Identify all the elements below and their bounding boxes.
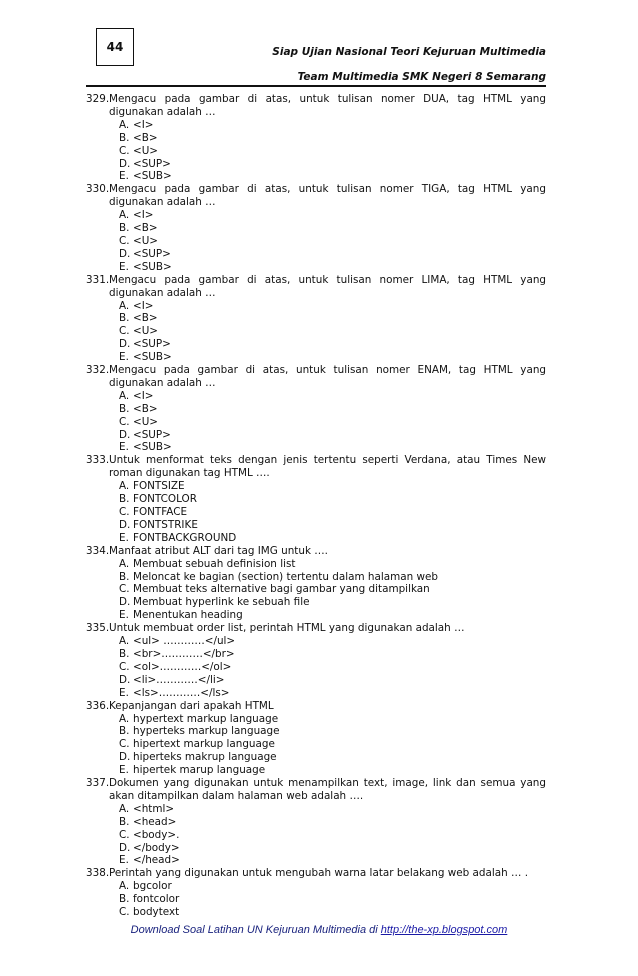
page-header bbox=[272, 40, 546, 90]
answer-option bbox=[119, 119, 546, 132]
option-text: </body> bbox=[133, 841, 180, 854]
answer-option bbox=[119, 674, 546, 687]
option-label: E. bbox=[119, 854, 129, 867]
answer-option bbox=[119, 480, 546, 493]
question-text: Mengacu pada gambar di atas, untuk tulisan nomer TIGA, tag HTML yang digunakan adalah … bbox=[109, 183, 546, 209]
option-text: <body>. bbox=[133, 828, 180, 841]
option-label: B. bbox=[119, 815, 130, 828]
option-text: FONTSIZE bbox=[133, 480, 185, 493]
option-label: C. bbox=[119, 738, 130, 751]
question-item bbox=[86, 867, 546, 919]
option-text: <li>…………</li> bbox=[133, 673, 225, 686]
question-text: Untuk menformat teks dengan jenis tertentu seperti Verdana, atau Times New roman digunakan tag HTML …. bbox=[109, 454, 546, 480]
question-number: 337. bbox=[86, 777, 110, 790]
answer-option bbox=[119, 803, 546, 816]
option-label: B. bbox=[119, 402, 130, 415]
question-number: 333. bbox=[86, 454, 110, 467]
answer-option bbox=[119, 854, 546, 867]
option-label: B. bbox=[119, 131, 130, 144]
option-label: E. bbox=[119, 260, 129, 273]
page-footer bbox=[0, 924, 638, 936]
question-row bbox=[86, 867, 546, 880]
question-number: 330. bbox=[86, 183, 110, 196]
answer-option bbox=[119, 893, 546, 906]
answer-option bbox=[119, 842, 546, 855]
answer-option bbox=[119, 816, 546, 829]
option-list bbox=[86, 635, 546, 700]
question-item bbox=[86, 364, 546, 454]
question-item bbox=[86, 183, 546, 273]
question-row bbox=[86, 183, 546, 209]
option-text: <I> bbox=[133, 389, 154, 402]
answer-option bbox=[119, 338, 546, 351]
answer-option bbox=[119, 583, 546, 596]
option-label: C. bbox=[119, 325, 130, 338]
question-row bbox=[86, 777, 546, 803]
question-text: Mengacu pada gambar di atas, untuk tulisan nomer ENAM, tag HTML yang digunakan adalah … bbox=[109, 364, 546, 389]
question-number: 338. bbox=[86, 867, 110, 880]
option-text: <U> bbox=[133, 144, 159, 157]
answer-option bbox=[119, 648, 546, 661]
answer-option bbox=[119, 751, 546, 764]
option-text: FONTSTRIKE bbox=[133, 518, 198, 531]
question-row bbox=[86, 93, 546, 119]
option-label: E. bbox=[119, 686, 129, 699]
option-label: D. bbox=[119, 157, 131, 170]
option-text: Menentukan heading bbox=[133, 609, 243, 622]
question-number: 334. bbox=[86, 544, 110, 557]
option-list bbox=[86, 300, 546, 365]
option-label: B. bbox=[119, 570, 130, 583]
option-text: <SUP> bbox=[133, 247, 171, 260]
question-row bbox=[86, 274, 546, 300]
answer-option bbox=[119, 687, 546, 700]
option-label: C. bbox=[119, 828, 130, 841]
answer-option bbox=[119, 532, 546, 545]
option-text: <br>…………</br> bbox=[133, 647, 235, 660]
answer-option bbox=[119, 300, 546, 313]
question-row bbox=[86, 545, 546, 558]
option-label: E. bbox=[119, 351, 129, 364]
option-label: E. bbox=[119, 170, 129, 183]
answer-option bbox=[119, 829, 546, 842]
question-row bbox=[86, 622, 546, 635]
option-label: B. bbox=[119, 312, 130, 325]
option-label: B. bbox=[119, 893, 130, 906]
answer-option bbox=[119, 764, 546, 777]
option-text: hipertext markup language bbox=[133, 738, 275, 751]
question-text: Dokumen yang digunakan untuk menampilkan text, image, link dan semua yang akan ditampilkan dalam halaman web adalah …. bbox=[109, 777, 546, 802]
answer-option bbox=[119, 390, 546, 403]
answer-option bbox=[119, 738, 546, 751]
question-row bbox=[86, 700, 546, 713]
option-label: C. bbox=[119, 234, 130, 247]
option-text: hiperteks makrup language bbox=[133, 751, 277, 764]
option-text: bodytext bbox=[133, 906, 180, 919]
answer-option bbox=[119, 519, 546, 532]
answer-option bbox=[119, 880, 546, 893]
question-item bbox=[86, 622, 546, 699]
question-item bbox=[86, 545, 546, 622]
option-label: E. bbox=[119, 531, 129, 544]
question-list bbox=[86, 93, 546, 919]
option-label: B. bbox=[119, 493, 130, 506]
answer-option bbox=[119, 416, 546, 429]
option-text: Membuat hyperlink ke sebuah file bbox=[133, 596, 310, 609]
option-text: <ul> …………</ul> bbox=[133, 635, 236, 648]
option-label: E. bbox=[119, 609, 129, 622]
option-list bbox=[86, 209, 546, 274]
option-text: hipertek marup language bbox=[133, 764, 266, 777]
option-text: FONTCOLOR bbox=[133, 493, 197, 506]
option-text: <B> bbox=[133, 222, 158, 235]
question-item bbox=[86, 454, 546, 544]
option-text: <SUP> bbox=[133, 157, 171, 170]
option-label: D. bbox=[119, 673, 131, 686]
question-text: Untuk membuat order list, perintah HTML yang digunakan adalah … bbox=[109, 622, 465, 635]
answer-option bbox=[119, 725, 546, 738]
option-label: C. bbox=[119, 506, 130, 518]
option-list bbox=[86, 119, 546, 184]
answer-option bbox=[119, 145, 546, 158]
option-text: <SUP> bbox=[133, 338, 171, 351]
question-item bbox=[86, 700, 546, 777]
option-text: <B> bbox=[133, 402, 158, 415]
option-label: A. bbox=[119, 557, 130, 570]
question-item bbox=[86, 777, 546, 867]
question-number: 329. bbox=[86, 93, 110, 105]
option-label: D. bbox=[119, 841, 131, 854]
option-text: <I> bbox=[133, 209, 154, 222]
option-label: D. bbox=[119, 751, 131, 764]
answer-option bbox=[119, 403, 546, 416]
option-label: A. bbox=[119, 635, 130, 648]
option-label: A. bbox=[119, 209, 130, 222]
option-list bbox=[86, 803, 546, 868]
answer-option bbox=[119, 571, 546, 584]
question-row bbox=[86, 454, 546, 480]
option-text: <I> bbox=[133, 118, 154, 131]
answer-option bbox=[119, 325, 546, 338]
option-label: D. bbox=[119, 338, 131, 351]
answer-option bbox=[119, 351, 546, 364]
option-text: Meloncat ke bagian (section) tertentu dalam halaman web bbox=[133, 570, 438, 583]
option-label: E. bbox=[119, 441, 129, 454]
option-text: <SUB> bbox=[133, 441, 172, 454]
option-text: Membuat teks alternative bagi gambar yang ditampilkan bbox=[133, 583, 430, 596]
option-label: C. bbox=[119, 415, 130, 428]
option-label: A. bbox=[119, 299, 130, 312]
option-text: hypertext markup language bbox=[133, 712, 279, 725]
footer-link[interactable]: http://the-xp.blogspot.com bbox=[380, 924, 508, 936]
answer-option bbox=[119, 209, 546, 222]
header-title: Siap Ujian Nasional Teori Kejuruan Multimedia bbox=[272, 46, 546, 58]
answer-option bbox=[119, 132, 546, 145]
footer-text: Download Soal Latihan UN Kejuruan Multimedia di bbox=[130, 924, 381, 936]
option-text: <SUP> bbox=[133, 428, 171, 441]
answer-option bbox=[119, 261, 546, 274]
option-text: <head> bbox=[133, 815, 177, 828]
answer-option bbox=[119, 235, 546, 248]
option-label: D. bbox=[119, 518, 131, 531]
answer-option bbox=[119, 158, 546, 171]
answer-option bbox=[119, 312, 546, 325]
option-text: <SUB> bbox=[133, 351, 172, 364]
option-text: </head> bbox=[133, 854, 180, 867]
option-label: A. bbox=[119, 389, 130, 402]
option-text: hyperteks markup language bbox=[133, 725, 280, 738]
option-text: <U> bbox=[133, 234, 159, 247]
option-text: FONTBACKGROUND bbox=[133, 531, 237, 544]
question-item bbox=[86, 274, 546, 364]
option-text: <ls>…………</ls> bbox=[133, 686, 230, 699]
answer-option bbox=[119, 493, 546, 506]
option-list bbox=[86, 713, 546, 778]
option-text: FONTFACE bbox=[133, 506, 188, 518]
option-label: D. bbox=[119, 247, 131, 260]
option-label: B. bbox=[119, 725, 130, 738]
question-number: 335. bbox=[86, 622, 110, 635]
option-text: bgcolor bbox=[133, 880, 172, 893]
option-list bbox=[86, 480, 546, 545]
question-number: 336. bbox=[86, 699, 110, 712]
answer-option bbox=[119, 506, 546, 519]
option-label: A. bbox=[119, 118, 130, 131]
answer-option bbox=[119, 906, 546, 919]
header-divider bbox=[86, 85, 546, 87]
answer-option bbox=[119, 635, 546, 648]
answer-option bbox=[119, 222, 546, 235]
option-label: A. bbox=[119, 480, 130, 493]
option-label: C. bbox=[119, 660, 130, 673]
page-number-box bbox=[96, 28, 134, 66]
answer-option bbox=[119, 248, 546, 261]
question-text: Perintah yang digunakan untuk mengubah warna latar belakang web adalah … . bbox=[109, 867, 529, 880]
option-text: <SUB> bbox=[133, 170, 172, 183]
question-number: 332. bbox=[86, 364, 110, 377]
answer-option bbox=[119, 596, 546, 609]
answer-option bbox=[119, 713, 546, 726]
answer-option bbox=[119, 170, 546, 183]
option-label: B. bbox=[119, 222, 130, 235]
answer-option bbox=[119, 558, 546, 571]
option-list bbox=[86, 558, 546, 623]
option-label: A. bbox=[119, 712, 130, 725]
question-text: Manfaat atribut ALT dari tag IMG untuk …. bbox=[109, 544, 328, 557]
option-list bbox=[86, 880, 546, 919]
option-label: D. bbox=[119, 596, 131, 609]
option-label: B. bbox=[119, 647, 130, 660]
answer-option bbox=[119, 441, 546, 454]
page-number: 44 bbox=[106, 40, 124, 54]
option-label: A. bbox=[119, 880, 130, 893]
question-text: Mengacu pada gambar di atas, untuk tulisan nomer LIMA, tag HTML yang digunakan adalah … bbox=[109, 273, 546, 299]
option-list bbox=[86, 390, 546, 455]
option-text: <I> bbox=[133, 299, 154, 312]
option-text: fontcolor bbox=[133, 893, 180, 906]
question-text: Kepanjangan dari apakah HTML bbox=[109, 699, 274, 712]
option-label: E. bbox=[119, 764, 129, 777]
question-number: 331. bbox=[86, 273, 110, 286]
option-label: A. bbox=[119, 802, 130, 815]
option-label: C. bbox=[119, 144, 130, 157]
question-text: Mengacu pada gambar di atas, untuk tulisan nomer DUA, tag HTML yang digunakan adalah … bbox=[109, 93, 546, 118]
option-text: <U> bbox=[133, 325, 159, 338]
option-text: Membuat sebuah definision list bbox=[133, 557, 296, 570]
option-text: <ol>…………</ol> bbox=[133, 660, 232, 673]
question-item bbox=[86, 93, 546, 183]
option-text: <B> bbox=[133, 131, 158, 144]
option-text: <SUB> bbox=[133, 260, 172, 273]
question-row bbox=[86, 364, 546, 390]
answer-option bbox=[119, 661, 546, 674]
option-label: C. bbox=[119, 583, 130, 596]
option-text: <html> bbox=[133, 802, 175, 815]
answer-option bbox=[119, 429, 546, 442]
option-text: <B> bbox=[133, 312, 158, 325]
header-subtitle: Team Multimedia SMK Negeri 8 Semarang bbox=[297, 71, 546, 83]
option-label: D. bbox=[119, 428, 131, 441]
option-label: C. bbox=[119, 906, 130, 919]
option-text: <U> bbox=[133, 415, 159, 428]
answer-option bbox=[119, 609, 546, 622]
